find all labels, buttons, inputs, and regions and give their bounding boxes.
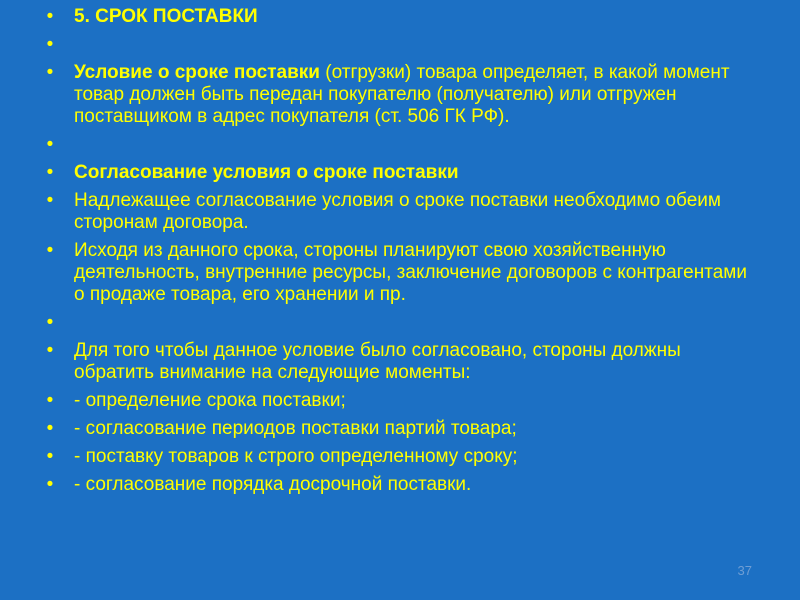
item-text: (отгрузки) товара определяет, в какой момент товар должен быть передан покупателю (получателю) или отгружен поставщиком в адрес покупателя (ст. 506 ГК РФ). (74, 62, 730, 127)
list-item (40, 474, 760, 496)
list-item (40, 134, 760, 156)
item-text: - поставку товаров к строго определенному сроку; (74, 446, 518, 467)
bullet-icon: • (46, 390, 54, 411)
item-bold-text: Согласование условия о сроке поставки (74, 162, 459, 183)
list-item (40, 418, 760, 440)
item-text: - определение срока поставки; (74, 390, 346, 411)
bullet-icon: • (46, 474, 54, 495)
item-text: Исходя из данного срока, стороны планируют свою хозяйственную деятельность, внутренние ресурсы, заключение договоров с контрагентами о продаже товара, его хранении и пр. (74, 240, 747, 305)
item-text: Надлежащее согласование условия о сроке поставки необходимо обеим сторонам договора. (74, 190, 721, 233)
list-item (40, 340, 760, 384)
bullet-icon: • (46, 162, 54, 183)
list-item (40, 34, 760, 56)
list-item (40, 390, 760, 412)
list-item (40, 162, 760, 184)
item-text: - согласование периодов поставки партий товара; (74, 418, 517, 439)
bullet-icon: • (46, 134, 54, 155)
item-bold-text: 5. СРОК ПОСТАВКИ (74, 6, 258, 27)
list-item (40, 240, 760, 306)
list-item (40, 446, 760, 468)
bullet-icon: • (46, 190, 54, 211)
bullet-icon: • (46, 418, 54, 439)
bullet-icon: • (46, 446, 54, 467)
bullet-icon: • (46, 340, 54, 361)
list-item (40, 312, 760, 334)
list-item (40, 6, 760, 28)
bullet-icon: • (46, 62, 54, 83)
item-text: Для того чтобы данное условие было согласовано, стороны должны обратить внимание на следующие моменты: (74, 340, 681, 383)
list-item (40, 62, 760, 128)
bullet-icon: • (46, 6, 54, 27)
item-bold-text: Условие о сроке поставки (74, 62, 320, 83)
bullet-icon: • (46, 34, 54, 55)
list-item (40, 190, 760, 234)
item-text: - согласование порядка досрочной поставки. (74, 474, 472, 495)
page-number: 37 (737, 563, 752, 578)
bullet-icon: • (46, 312, 54, 333)
bullet-list (40, 6, 760, 502)
bullet-icon: • (46, 240, 54, 261)
